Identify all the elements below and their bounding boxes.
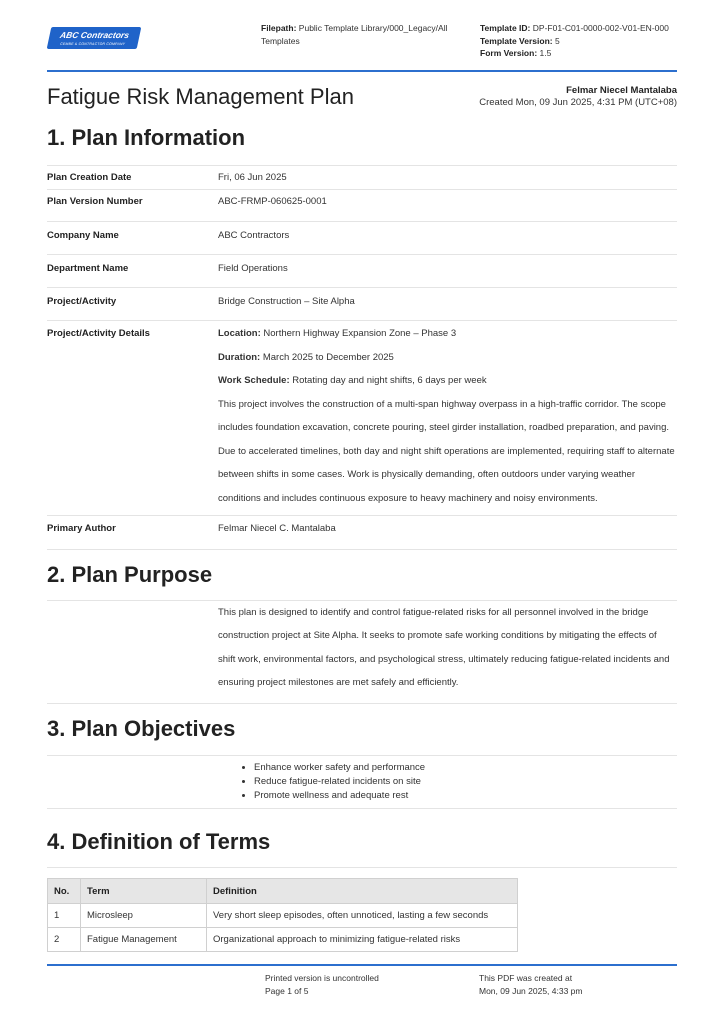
info-row-label: Primary Author: [47, 523, 116, 534]
footer-divider: [47, 964, 677, 966]
table-row: [48, 928, 518, 952]
terms-divider: [47, 867, 677, 869]
location-line: [218, 322, 677, 346]
project-details-value: [218, 322, 677, 510]
footer-printed-note: [265, 972, 379, 998]
form-version-label: Form Version:: [480, 48, 538, 58]
filepath-label: Filepath:: [261, 23, 297, 33]
pdf-created-label: This PDF was created at: [479, 973, 573, 983]
info-row-label: Plan Creation Date: [47, 172, 132, 183]
template-id-value: DP-F01-C01-0000-002-V01-EN-000: [532, 23, 669, 33]
section-heading-plan-objectives: 3. Plan Objectives: [47, 716, 236, 741]
info-row-value: Field Operations: [218, 263, 288, 274]
table-cell: Microsleep: [81, 904, 207, 928]
logo-tagline: CEMBE & CONTRACTOR COMPANY: [59, 42, 126, 46]
printed-uncontrolled-text: Printed version is uncontrolled: [265, 973, 379, 983]
list-item: • Enhance worker safety and performance: [254, 761, 425, 775]
location-label: Location:: [218, 328, 261, 339]
project-description: This project involves the construction of a multi-span highway overpass in a high-traffic corridor. The scope includes foundation excavation, concrete pouring, steel girder installation, roadbed preparation, and paving. Due to accelerated timelines, both day and night shift operations are implemented, requiring staff to alternate between shifts in some cases. Work is physically demanding, often outdoors under varying weather conditions and includes continuous exposure to heavy machinery and noisy environments.: [218, 398, 675, 504]
template-id-label: Template ID:: [480, 23, 531, 33]
duration-label: Duration:: [218, 351, 261, 363]
list-item: • Promote wellness and adequate rest: [254, 789, 425, 803]
info-row-value: Bridge Construction – Site Alpha: [218, 296, 355, 307]
form-version-value: 1.5: [539, 48, 552, 58]
company-logo: [47, 27, 142, 49]
duration-line: [218, 346, 677, 370]
created-date: Created Mon, 09 Jun 2025, 4:31 PM (UTC+08): [479, 97, 677, 108]
duration-value: March 2025 to December 2025: [260, 351, 394, 363]
list-item: • Reduce fatigue-related incidents on site: [254, 775, 425, 789]
info-row-label: Project/Activity Details: [47, 328, 150, 339]
info-row-value: Felmar Niecel C. Mantalaba: [218, 523, 336, 534]
schedule-line: [218, 369, 677, 393]
project-details-row: [47, 320, 677, 516]
info-row: [47, 165, 677, 190]
table-cell: 1: [48, 904, 81, 928]
section-heading-definition-of-terms: 4. Definition of Terms: [47, 829, 271, 854]
template-version-value: 5: [554, 35, 560, 46]
filepath-value: Public Template Library/000_Legacy/All Templates: [261, 23, 448, 46]
info-row: [47, 189, 677, 222]
purpose-text: This plan is designed to identify and control fatigue-related risks for all personnel involved in the bridge construction project at Site Alpha. It seeks to promote safe working conditions by mitigating the effects of shift work, environmental factors, and psychological stress, ultimately reducing fatigue-related incidents and ensuring project milestones are met safely and efficiently.: [218, 607, 670, 688]
column-header-no: No.: [48, 879, 81, 904]
template-meta-block: [480, 22, 680, 60]
location-value: Northern Highway Expansion Zone – Phase 3: [260, 328, 457, 339]
table-cell: 2: [48, 928, 81, 952]
author-block: [479, 85, 677, 109]
table-cell: Fatigue Management: [81, 928, 207, 952]
header-divider: [47, 70, 677, 72]
info-row: [47, 221, 677, 255]
info-row: [47, 254, 677, 288]
column-header-definition: Definition: [207, 879, 518, 904]
info-row-label: Company Name: [47, 230, 119, 241]
table-header-row: [48, 879, 518, 904]
schedule-label: Work Schedule:: [218, 375, 290, 386]
info-row-label: Department Name: [47, 263, 129, 274]
template-version-label: Template Version:: [480, 35, 553, 46]
filepath-block: [261, 22, 461, 47]
info-row-label: Plan Version Number: [47, 196, 143, 207]
pdf-created-date: Mon, 09 Jun 2025, 4:33 pm: [479, 986, 583, 996]
info-row-value: ABC-FRMP-060625-0001: [218, 196, 327, 207]
logo-name: ABC Contractors: [59, 30, 131, 40]
column-header-term: Term: [81, 879, 207, 904]
info-row-value: Fri, 06 Jun 2025: [218, 172, 287, 183]
objectives-list: [236, 761, 425, 803]
section-heading-plan-information: 1. Plan Information: [47, 125, 246, 150]
schedule-value: Rotating day and night shifts, 6 days per week: [289, 375, 487, 386]
terms-table: [47, 878, 518, 952]
section-heading-plan-purpose: 2. Plan Purpose: [47, 562, 213, 587]
table-row: [48, 904, 518, 928]
table-cell: Organizational approach to minimizing fatigue-related risks: [207, 928, 518, 952]
document-title: Fatigue Risk Management Plan: [47, 84, 354, 109]
info-row-value: ABC Contractors: [218, 230, 290, 241]
table-cell: Very short sleep episodes, often unnoticed, lasting a few seconds: [207, 904, 518, 928]
page-number: Page 1 of 5: [265, 986, 309, 996]
author-name: Felmar Niecel Mantalaba: [566, 85, 677, 96]
footer-created-note: [479, 972, 583, 998]
info-row: [47, 287, 677, 321]
info-row: [47, 515, 677, 550]
info-row-label: Project/Activity: [47, 296, 117, 307]
